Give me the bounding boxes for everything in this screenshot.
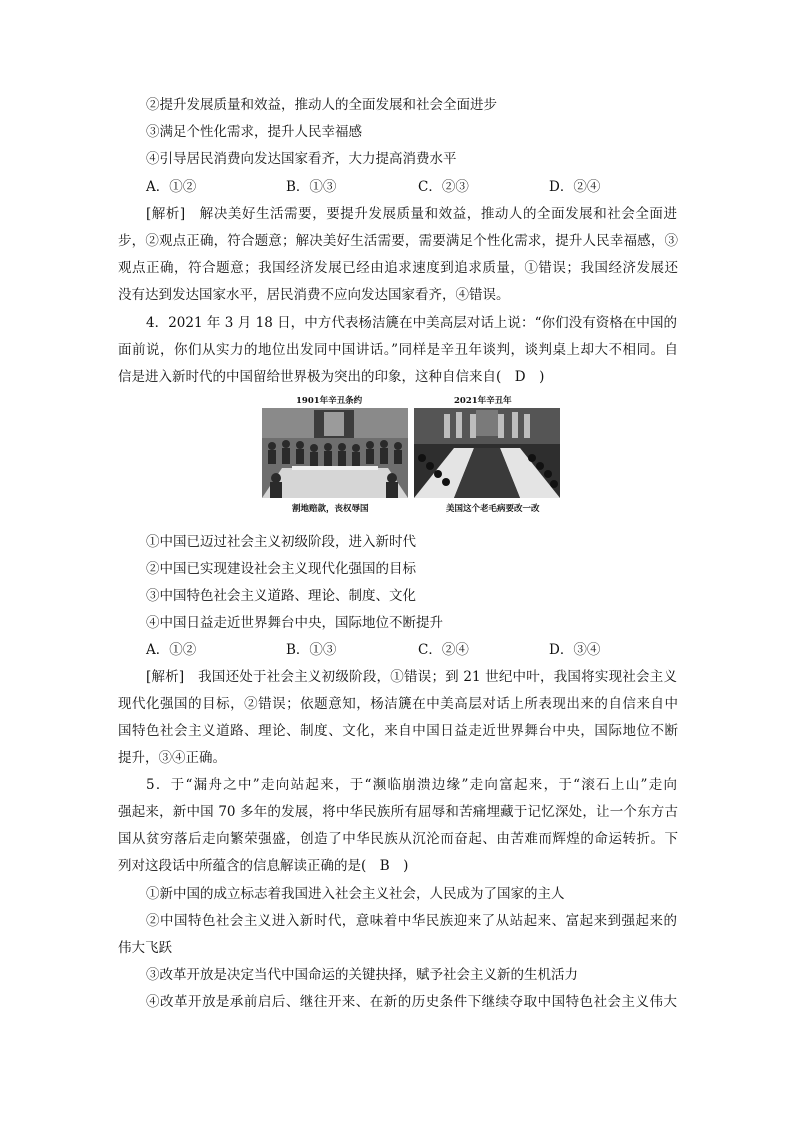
q3-analysis-line-4: 没有达到发达国家水平，居民消费不应向发达国家看齐，④错误。: [118, 287, 510, 303]
q4-stem-line-1: 4．2021 年 3 月 18 日，中方代表杨洁篪在中美高层对话上说：“你们没有资格在中国的: [146, 315, 677, 331]
q3-analysis-line-3: 观点正确，符合题意；我国经济发展已经由追求速度到追求质量，①错误；我国经济发展还: [118, 260, 678, 276]
q3-option-b: B．①③: [286, 179, 337, 195]
q4-analysis-line-1: [解析] 我国还处于社会主义初级阶段，①错误；到 21 世纪中叶，我国将实现社会主义: [146, 669, 677, 685]
q4-option-c: C．②④: [418, 642, 469, 658]
photo-2021-talks: [414, 408, 560, 498]
figure-left-title: 1901年辛丑条约: [296, 396, 363, 406]
q5-choice-3: ③改革开放是决定当代中国命运的关键抉择，赋予社会主义新的生机活力: [146, 967, 578, 983]
q4-analysis-line-2: 现代化强国的目标，②错误；依题意知，杨洁篪在中美高层对话上所表现出来的自信来自中: [118, 696, 678, 712]
q5-stem-line-4: 列对这段话中所蕴含的信息解读正确的是( B ): [118, 858, 409, 874]
q5-choice-2-line-2: 伟大飞跃: [118, 940, 172, 956]
q5-stem-line-3: 国从贫穷落后走向繁荣强盛，创造了中华民族从沉沦而奋起、由苦难而辉煌的命运转折。下: [118, 831, 678, 847]
q5-choice-1: ①新中国的成立标志着我国进入社会主义社会，人民成为了国家的主人: [146, 886, 565, 902]
q4-option-d: D．③④: [549, 642, 601, 658]
comparison-figure: [262, 396, 562, 518]
q4-analysis-line-3: 国特色社会主义道路、理论、制度、文化，来自中国日益走近世界舞台中央，国际地位不断: [118, 723, 678, 739]
photo-1901-image: [262, 408, 408, 498]
q4-choice-2: ②中国已实现建设社会主义现代化强国的目标: [146, 561, 416, 577]
q4-choice-3: ③中国特色社会主义道路、理论、制度、文化: [146, 588, 416, 604]
q5-choice-2-line-1: ②中国特色社会主义进入新时代，意味着中华民族迎来了从站起来、富起来到强起来的: [146, 913, 677, 929]
figure-right-caption: 美国这个老毛病要改一改: [446, 504, 540, 514]
q3-option-a: A．①②: [146, 179, 197, 195]
q4-choice-1: ①中国已迈过社会主义初级阶段，进入新时代: [146, 534, 416, 550]
q4-stem-line-2: 面前说，你们从实力的地位出发同中国讲话。”同样是辛丑年谈判，谈判桌上却大不相同。自: [118, 342, 678, 358]
photo-1901-treaty: [262, 408, 408, 498]
q3-choice-4: ④引导居民消费向发达国家看齐，大力提高消费水平: [146, 151, 457, 167]
figure-left-caption: 割地赔款，丧权辱国: [292, 504, 369, 514]
q3-analysis-line-1: [解析] 解决美好生活需要，要提升发展质量和效益，推动人的全面发展和社会全面进: [146, 206, 677, 222]
q4-option-a: A．①②: [146, 642, 197, 658]
q3-choice-2: ②提升发展质量和效益，推动人的全面发展和社会全面进步: [146, 97, 497, 113]
photo-2021-image: [414, 408, 560, 498]
q4-option-b: B．①③: [286, 642, 337, 658]
q3-option-c: C．②③: [418, 179, 469, 195]
q4-choice-4: ④中国日益走近世界舞台中央，国际地位不断提升: [146, 615, 443, 631]
figure-right-title: 2021年辛丑年: [454, 396, 512, 406]
q3-analysis-line-2: 步，②观点正确，符合题意；解决美好生活需要，需要满足个性化需求，提升人民幸福感，③: [118, 233, 678, 249]
q5-choice-4: ④改革开放是承前启后、继往开来、在新的历史条件下继续夺取中国特色社会主义伟大: [146, 994, 677, 1010]
q4-stem-line-3: 信是进入新时代的中国留给世界极为突出的印象，这种自信来自( D ): [118, 369, 545, 385]
q4-analysis-line-4: 提升，③④正确。: [118, 750, 226, 766]
q3-choice-3: ③满足个性化需求，提升人民幸福感: [146, 124, 362, 140]
q3-option-d: D．②④: [549, 179, 601, 195]
q5-stem-line-2: 强起来，新中国 70 多年的发展，将中华民族所有屈辱和苦痛埋藏于记忆深处，让一个东方古: [118, 804, 678, 820]
q5-stem-line-1: 5．于“漏舟之中”走向站起来，于“濒临崩溃边缘”走向富起来，于“滚石上山”走向: [146, 777, 677, 793]
